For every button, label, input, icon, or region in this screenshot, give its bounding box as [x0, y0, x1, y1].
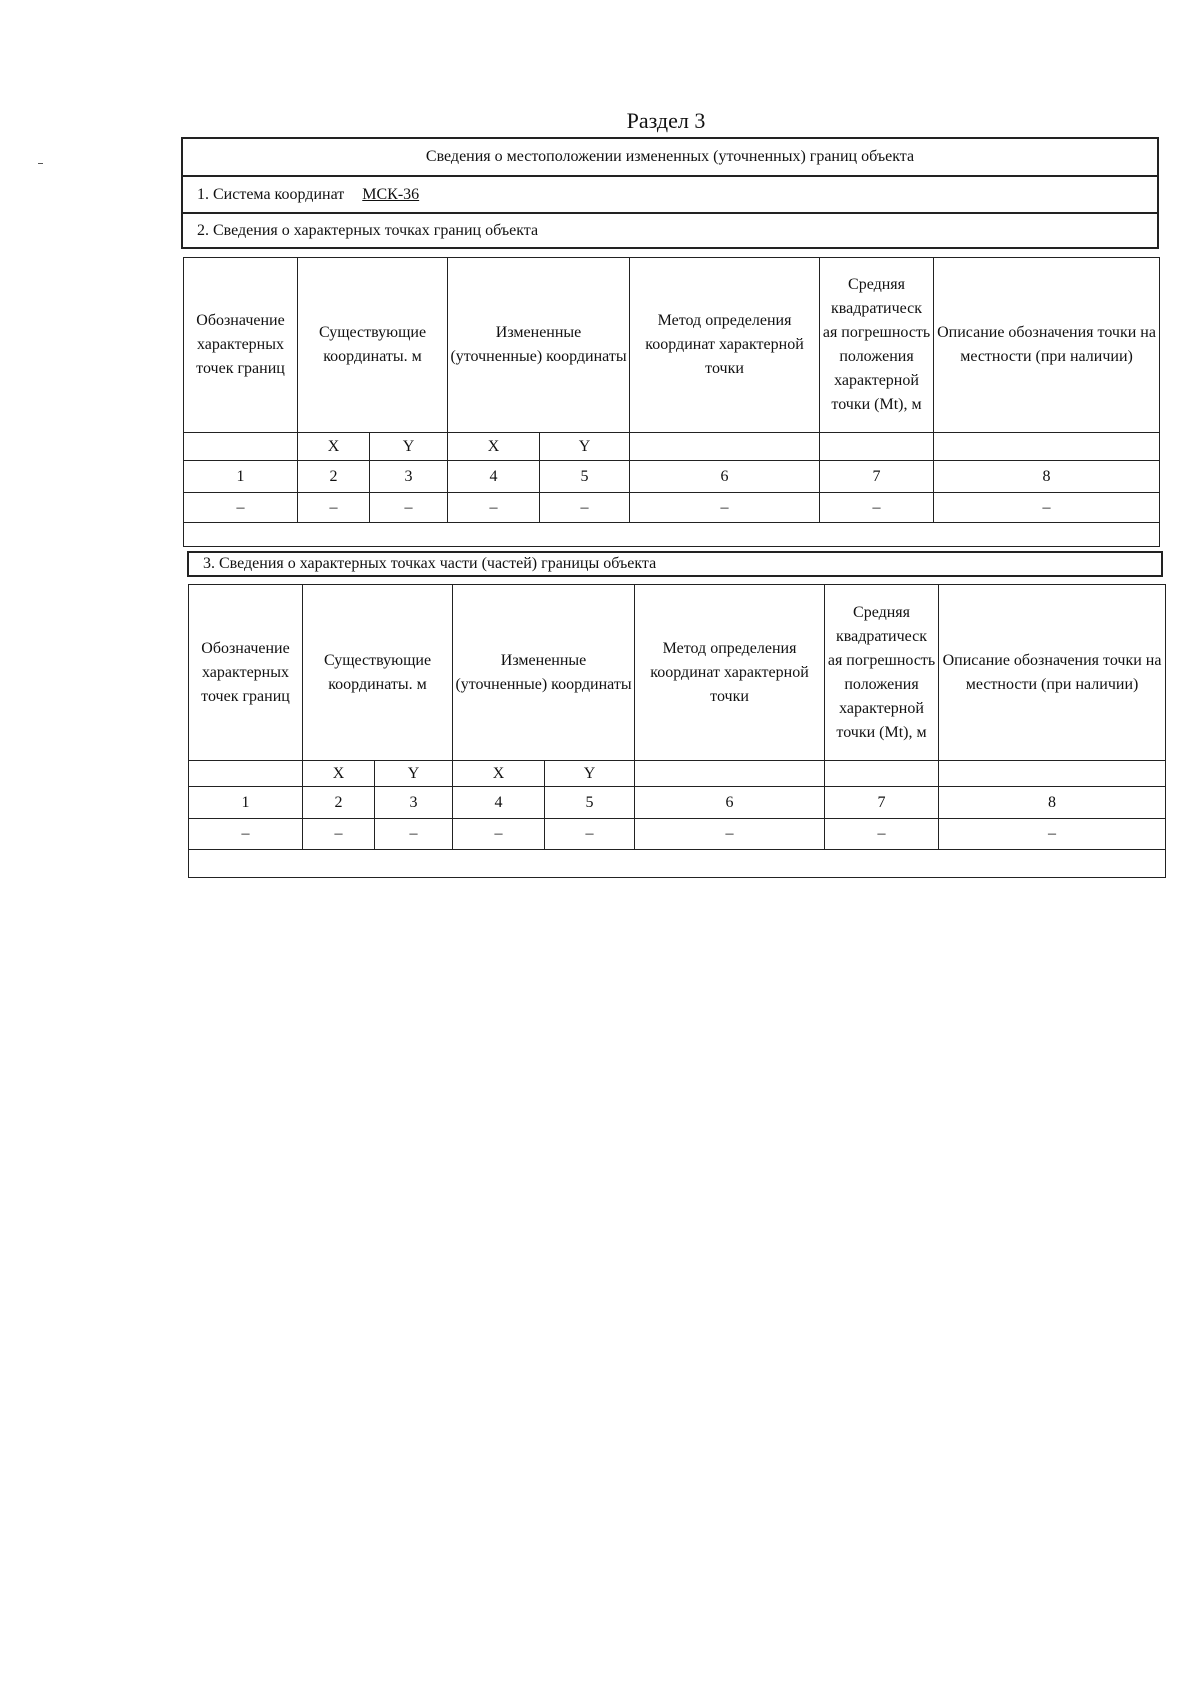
col-changed-coords: Измененные (уточненные) координаты: [448, 258, 630, 433]
empty-cell-dash: –: [298, 493, 370, 523]
table-header-row: [189, 585, 1166, 761]
subheader-y-changed: Y: [545, 761, 635, 787]
subheader-x-changed: X: [448, 433, 540, 461]
col-mean-error: Средняя квадратическ ая погрешность положения характерной точки (Mt), м: [820, 258, 934, 433]
empty-cell-dash: –: [184, 493, 298, 523]
column-number: 8: [934, 461, 1160, 493]
empty-cell-dash: –: [453, 819, 545, 850]
column-number: 6: [635, 787, 825, 819]
table-subheader-row: [184, 433, 1160, 461]
coord-system-row: [183, 175, 1157, 212]
col-description: Описание обозначения точки на местности (при наличии): [934, 258, 1160, 433]
table-row: [189, 819, 1166, 850]
empty-cell-dash: –: [448, 493, 540, 523]
scan-artifact: [38, 163, 43, 164]
col-method: Метод определения координат характерной точки: [635, 585, 825, 761]
column-number: 1: [184, 461, 298, 493]
empty-cell-dash: –: [635, 819, 825, 850]
col-existing-coords: Существующие координаты. м: [298, 258, 448, 433]
col-changed-coords: Измененные (уточненные) координаты: [453, 585, 635, 761]
boundary-points-row: [183, 212, 1157, 247]
subheader-y-existing: Y: [370, 433, 448, 461]
part-boundary-points-table: [188, 584, 1166, 878]
empty-cell-dash: –: [545, 819, 635, 850]
column-number: 1: [189, 787, 303, 819]
table-number-row: [184, 461, 1160, 493]
empty-cell-dash: –: [820, 493, 934, 523]
column-number: 2: [298, 461, 370, 493]
table-header-row: [184, 258, 1160, 433]
column-number: 4: [453, 787, 545, 819]
page-title: Раздел 3: [626, 108, 706, 133]
column-number: 6: [630, 461, 820, 493]
section3-label-box: [187, 551, 1163, 577]
column-number: 8: [939, 787, 1166, 819]
col-existing-coords: Существующие координаты. м: [303, 585, 453, 761]
empty-cell-dash: –: [939, 819, 1166, 850]
col-point-designation: Обозначение характерных точек границ: [189, 585, 303, 761]
table-row: [184, 493, 1160, 523]
header-box: [181, 137, 1159, 249]
subheader-y-existing: Y: [375, 761, 453, 787]
empty-cell-dash: –: [630, 493, 820, 523]
empty-cell-dash: –: [370, 493, 448, 523]
column-number: 3: [375, 787, 453, 819]
empty-cell-dash: –: [303, 819, 375, 850]
subheader-y-changed: Y: [540, 433, 630, 461]
subheader-x-changed: X: [453, 761, 545, 787]
section3-label: 3. Сведения о характерных точках части (частей) границы объекта: [203, 555, 657, 572]
boundary-points-label: 2. Сведения о характерных точках границ объекта: [197, 221, 539, 239]
table-footer-row: [184, 523, 1160, 547]
empty-cell-dash: –: [540, 493, 630, 523]
column-number: 4: [448, 461, 540, 493]
subheader-x-existing: X: [298, 433, 370, 461]
table-subheader-row: [189, 761, 1166, 787]
col-description: Описание обозначения точки на местности (при наличии): [939, 585, 1166, 761]
empty-cell-dash: –: [934, 493, 1160, 523]
table-footer-row: [189, 850, 1166, 878]
column-number: 7: [820, 461, 934, 493]
coord-system-label: 1. Система координат: [197, 185, 345, 203]
table-number-row: [189, 787, 1166, 819]
col-method: Метод определения координат характерной точки: [630, 258, 820, 433]
empty-cell-dash: –: [825, 819, 939, 850]
empty-cell-dash: –: [375, 819, 453, 850]
col-mean-error: Средняя квадратическ ая погрешность положения характерной точки (Mt), м: [825, 585, 939, 761]
boundary-points-table: [183, 257, 1160, 547]
column-number: 5: [540, 461, 630, 493]
column-number: 7: [825, 787, 939, 819]
subheader-x-existing: X: [303, 761, 375, 787]
col-point-designation: Обозначение характерных точек границ: [184, 258, 298, 433]
coord-system-value: МСК-36: [362, 185, 420, 203]
column-number: 5: [545, 787, 635, 819]
column-number: 2: [303, 787, 375, 819]
column-number: 3: [370, 461, 448, 493]
header-title-row: [183, 139, 1157, 175]
empty-cell-dash: –: [189, 819, 303, 850]
header-title: Сведения о местоположении измененных (уточненных) границ объекта: [425, 148, 915, 165]
